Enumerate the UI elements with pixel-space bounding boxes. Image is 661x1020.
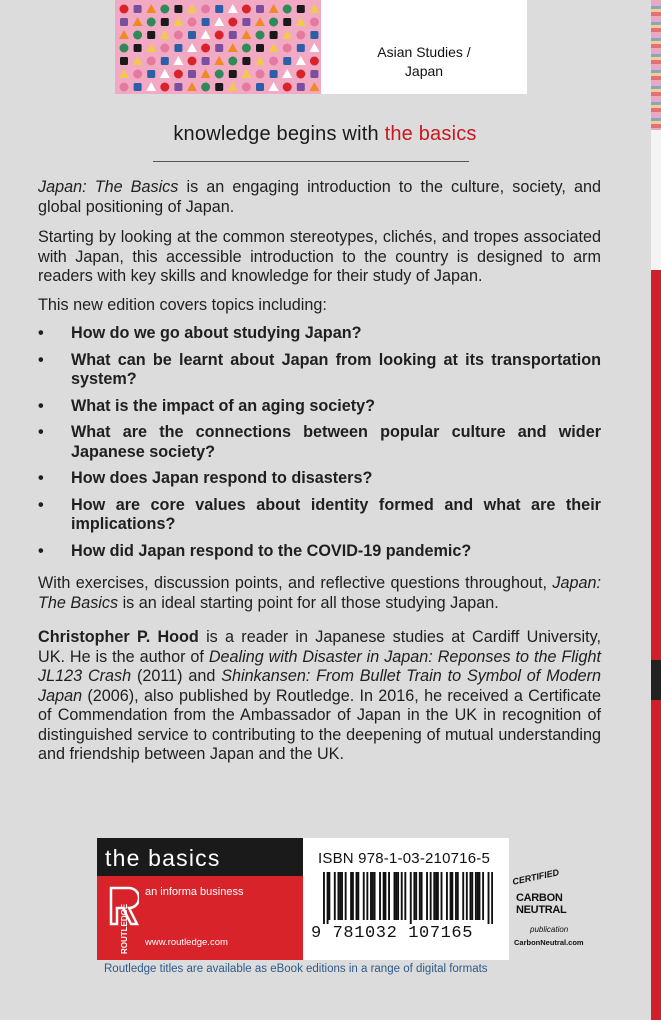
barcode-bar (469, 872, 471, 920)
pattern-motif (173, 17, 183, 26)
barcode-bar (446, 872, 448, 920)
pattern-motif (269, 43, 279, 52)
pattern-motif (310, 70, 318, 78)
topics-intro: This new edition covers topics including: (38, 296, 327, 314)
author-name: Christopher P. Hood (38, 628, 199, 646)
pattern-motif (269, 4, 279, 13)
list-item (38, 496, 601, 535)
topic-text: What can be learnt about Japan from looking at its transportation system? (71, 350, 601, 388)
bullet-icon: • (38, 469, 44, 487)
barcode-bar (419, 872, 421, 920)
pattern-motif (255, 56, 265, 65)
pattern-motif (119, 69, 129, 78)
barcode-bar (404, 872, 406, 920)
pattern-motif (188, 31, 196, 39)
bullet-icon: • (38, 541, 44, 560)
pattern-motif (297, 83, 305, 91)
pattern-motif (188, 57, 197, 66)
list-item (38, 397, 601, 417)
category-label (321, 0, 527, 94)
barcode-bar (466, 872, 468, 920)
pattern-motif (134, 44, 142, 52)
barcode-bar (471, 872, 473, 920)
pattern-motif (174, 70, 183, 79)
bullet-icon: • (38, 350, 44, 369)
pattern-motif (146, 43, 156, 52)
pattern-motif (147, 70, 155, 78)
topic-text: How are core values about identity formed and what are their implications? (71, 495, 601, 533)
barcode-bar (345, 872, 347, 920)
edge-black-band (651, 660, 661, 700)
pattern-motif (201, 69, 211, 78)
pattern-motif (296, 70, 305, 79)
bio-text: (2006), also published by Routledge. In 2016, he received a Certificate of Commendation from the Ambassador of Japan in the UK in recognition of distinguished service to contributing to the deepening of mutual understanding and friendship between Japan and the UK. (38, 686, 601, 763)
pattern-motif (215, 31, 224, 40)
pattern-motif (283, 83, 292, 92)
pattern-motif (256, 70, 265, 79)
book-title-italic: Japan: The Basics (38, 574, 601, 612)
pattern-motif (187, 43, 197, 52)
barcode-bar (491, 872, 493, 924)
pattern-motif (241, 69, 251, 78)
barcode-bar (415, 872, 417, 920)
barcode-bar (394, 872, 396, 920)
pattern-motif (161, 57, 169, 65)
pattern-motif (309, 4, 319, 13)
category-line-2: Japan (404, 63, 444, 79)
bullet-icon: • (38, 324, 44, 342)
edge-red-band (651, 270, 661, 1020)
pattern-motif (242, 83, 251, 92)
pattern-motif (215, 70, 224, 79)
bullet-icon: • (38, 495, 44, 514)
pattern-motif (120, 18, 128, 26)
pattern-motif (187, 4, 197, 13)
bio-text: is a reader in Japanese studies at Cardiff University, UK. He is the author of (38, 628, 601, 666)
pattern-motif (228, 18, 237, 27)
list-item (38, 351, 601, 390)
pattern-motif (201, 5, 210, 14)
barcode-bar (410, 872, 412, 924)
edge-white-band (651, 130, 661, 270)
cover-pattern-artwork (115, 0, 321, 94)
pattern-motif (282, 30, 292, 39)
pattern-motif (188, 70, 196, 78)
pattern-motif (160, 69, 170, 78)
barcode-bar (366, 872, 368, 920)
barcode-bar (356, 872, 358, 920)
barcode-icon (323, 872, 493, 924)
pattern-motif (283, 5, 292, 14)
right-edge-strip (651, 0, 661, 1020)
pattern-motif (215, 44, 223, 52)
barcode-bar (337, 872, 339, 920)
pattern-motif (147, 57, 156, 66)
topic-text: What are the connections between popular culture and wider Japanese society? (71, 423, 601, 461)
pattern-motif (134, 5, 142, 13)
barcode-bar (435, 872, 437, 920)
list-item (38, 469, 601, 489)
barcode-bar (401, 872, 403, 920)
barcode-bar (384, 872, 386, 920)
intro-paragraph (38, 178, 601, 217)
routledge-wordmark: ROUTLEDGE (120, 903, 129, 954)
closing-paragraph (38, 574, 601, 613)
pattern-motif (309, 43, 319, 52)
pattern-motif (187, 82, 197, 91)
barcode-bar (339, 872, 341, 920)
pattern-motif (256, 5, 264, 13)
pattern-motif (297, 44, 305, 52)
pattern-icons (115, 0, 321, 94)
barcode-bar (450, 872, 452, 920)
pattern-motif (161, 18, 169, 26)
pattern-motif (214, 17, 224, 26)
series-block (97, 838, 303, 960)
barcode-bar (370, 872, 372, 920)
pattern-motif (133, 70, 142, 79)
pattern-motif (242, 18, 250, 26)
pattern-motif (310, 57, 319, 66)
carbon-site: CarbonNeutral.com (514, 938, 584, 947)
pattern-motif (297, 5, 305, 13)
pattern-motif (201, 44, 210, 53)
barcode-bar (334, 872, 336, 920)
pattern-motif (201, 30, 211, 39)
list-item (38, 324, 601, 344)
routledge-logo-icon (103, 884, 139, 956)
barcode-digits: 9 781032 107165 (311, 924, 474, 943)
pattern-motif (269, 57, 278, 66)
topic-text: How did Japan respond to the COVID-19 pandemic? (71, 541, 472, 560)
pattern-motif (160, 5, 169, 14)
barcode-bar (350, 872, 352, 920)
barcode-bar (383, 872, 385, 920)
barcode-bar (372, 872, 374, 920)
barcode-bar (482, 872, 484, 920)
pattern-motif (228, 4, 238, 13)
bio-text: (2011) and (131, 667, 222, 685)
pattern-motif (241, 30, 251, 39)
barcode-bar (397, 872, 399, 920)
barcode-bar (328, 872, 330, 920)
author-bio (38, 628, 601, 765)
barcode-bar (426, 872, 428, 920)
pattern-motif (283, 18, 291, 26)
barcode-bar (433, 872, 435, 920)
pattern-motif (147, 18, 156, 27)
tagline-prefix: knowledge begins with (173, 123, 385, 145)
pattern-motif (174, 31, 183, 40)
pattern-motif (173, 56, 183, 65)
book-title-2: Shinkansen: From Bullet Train to Symbol of Modern Japan (38, 667, 601, 705)
tagline-highlight: the basics (384, 123, 477, 145)
series-tagline (0, 123, 650, 146)
bullet-icon: • (38, 396, 44, 415)
barcode-bar (437, 872, 439, 920)
barcode-bar (475, 872, 477, 920)
topic-text: How does Japan respond to disasters? (71, 469, 373, 487)
book-title-1: Dealing with Disaster in Japan: Reponses to the Flight JL123 Crash (38, 647, 601, 685)
pattern-motif (229, 31, 237, 39)
barcode-bar (457, 872, 459, 920)
intro-text: is an engaging introduction to the culture, society, and global positioning of Japan. (38, 178, 602, 216)
pattern-motif (269, 18, 278, 27)
pattern-motif (283, 44, 292, 53)
barcode-bar (479, 872, 481, 920)
pattern-motif (256, 31, 265, 40)
barcode-bar (327, 872, 329, 924)
ebook-note: Routledge titles are available as eBook editions in a range of digital formats (104, 963, 488, 975)
pattern-motif (256, 83, 264, 91)
pattern-motif (160, 44, 169, 53)
book-title-italic: Japan: The Basics (38, 178, 179, 196)
pattern-motif (174, 44, 182, 52)
pattern-motif (201, 83, 210, 92)
pattern-motif (215, 83, 223, 91)
pattern-motif (174, 83, 182, 91)
barcode-bar (395, 872, 397, 920)
pattern-motif (120, 57, 128, 65)
barcode-bar (341, 872, 343, 920)
pattern-motif (283, 57, 291, 65)
barcode-bar (374, 872, 376, 920)
pattern-motif (147, 31, 155, 39)
barcode-bar (388, 872, 390, 920)
pattern-motif (160, 30, 170, 39)
barcode-bar (357, 872, 359, 920)
pattern-motif (146, 4, 156, 13)
list-item (38, 542, 601, 562)
pattern-motif (310, 18, 319, 27)
divider (153, 161, 469, 162)
pattern-motif (310, 31, 318, 39)
pattern-motif (269, 82, 279, 91)
pattern-motif (242, 44, 251, 53)
pattern-motif (133, 31, 142, 40)
edge-pattern (651, 0, 661, 130)
barcode-bar (352, 872, 354, 920)
barcode-bar (421, 872, 423, 920)
category-line-1: Asian Studies / (377, 44, 471, 60)
pattern-motif (215, 5, 223, 13)
pattern-motif (120, 83, 129, 92)
pattern-motif (120, 44, 129, 53)
pattern-motif (133, 17, 143, 26)
carbon-publication: publication (530, 925, 569, 934)
barcode-bar (430, 872, 432, 920)
series-title-bar (97, 838, 303, 876)
pattern-motif (229, 70, 237, 78)
topic-text: How do we go about studying Japan? (71, 324, 362, 342)
barcode-bar (462, 872, 464, 920)
pattern-motif (270, 31, 278, 39)
barcode-bar (455, 872, 457, 920)
barcode-bar (363, 872, 365, 920)
pattern-motif (202, 57, 210, 65)
barcode-bar (441, 872, 443, 920)
list-item (38, 423, 601, 462)
stereotypes-paragraph: Starting by looking at the common stereotypes, clichés, and tropes associated with Japan, this accessible introduction to the country is designed to arm readers with key skills and knowledge for their study of Japan. (38, 228, 601, 285)
barcode-bar (379, 872, 381, 920)
pattern-motif (296, 31, 305, 40)
pattern-motif (282, 69, 292, 78)
pattern-motif (174, 5, 182, 13)
pattern-motif (134, 83, 142, 91)
pattern-motif (242, 5, 251, 14)
isbn-label: ISBN 978-1-03-210716-5 (318, 850, 491, 867)
informa-text: an informa business (145, 886, 244, 898)
pattern-motif (228, 57, 237, 66)
publisher-website: www.routledge.com (145, 937, 228, 948)
pattern-motif (202, 18, 210, 26)
isbn-block (303, 838, 509, 960)
barcode-bar (477, 872, 479, 920)
pattern-motif (188, 18, 197, 27)
pattern-motif (214, 56, 224, 65)
topic-text: What is the impact of an aging society? (71, 396, 376, 415)
topics-list (38, 324, 601, 568)
pattern-motif (242, 57, 250, 65)
carbon-name: CARBON NEUTRAL (516, 892, 567, 916)
carbon-certified: CERTIFIED (511, 867, 560, 887)
series-title: the basics (105, 845, 221, 871)
pattern-motif (256, 44, 264, 52)
bullet-icon: • (38, 423, 44, 441)
pattern-motif (255, 17, 265, 26)
barcode-bar (413, 872, 415, 920)
pattern-motif (228, 43, 238, 52)
pattern-motif (309, 82, 319, 91)
barcode-bar (451, 872, 453, 920)
closing-start: With exercises, discussion points, and reflective questions throughout, (38, 574, 553, 592)
pattern-motif (270, 70, 278, 78)
pattern-motif (296, 17, 306, 26)
pattern-motif (119, 30, 129, 39)
carbon-neutral-badge (511, 867, 592, 952)
pattern-motif (160, 83, 169, 92)
barcode-bar (323, 872, 325, 924)
pattern-motif (228, 82, 238, 91)
barcode-bar (488, 872, 490, 924)
pattern-motif (133, 56, 143, 65)
pattern-motif (146, 82, 156, 91)
pattern-motif (120, 5, 129, 14)
closing-end: is an ideal starting point for all those studying Japan. (118, 593, 499, 612)
pattern-motif (296, 56, 306, 65)
